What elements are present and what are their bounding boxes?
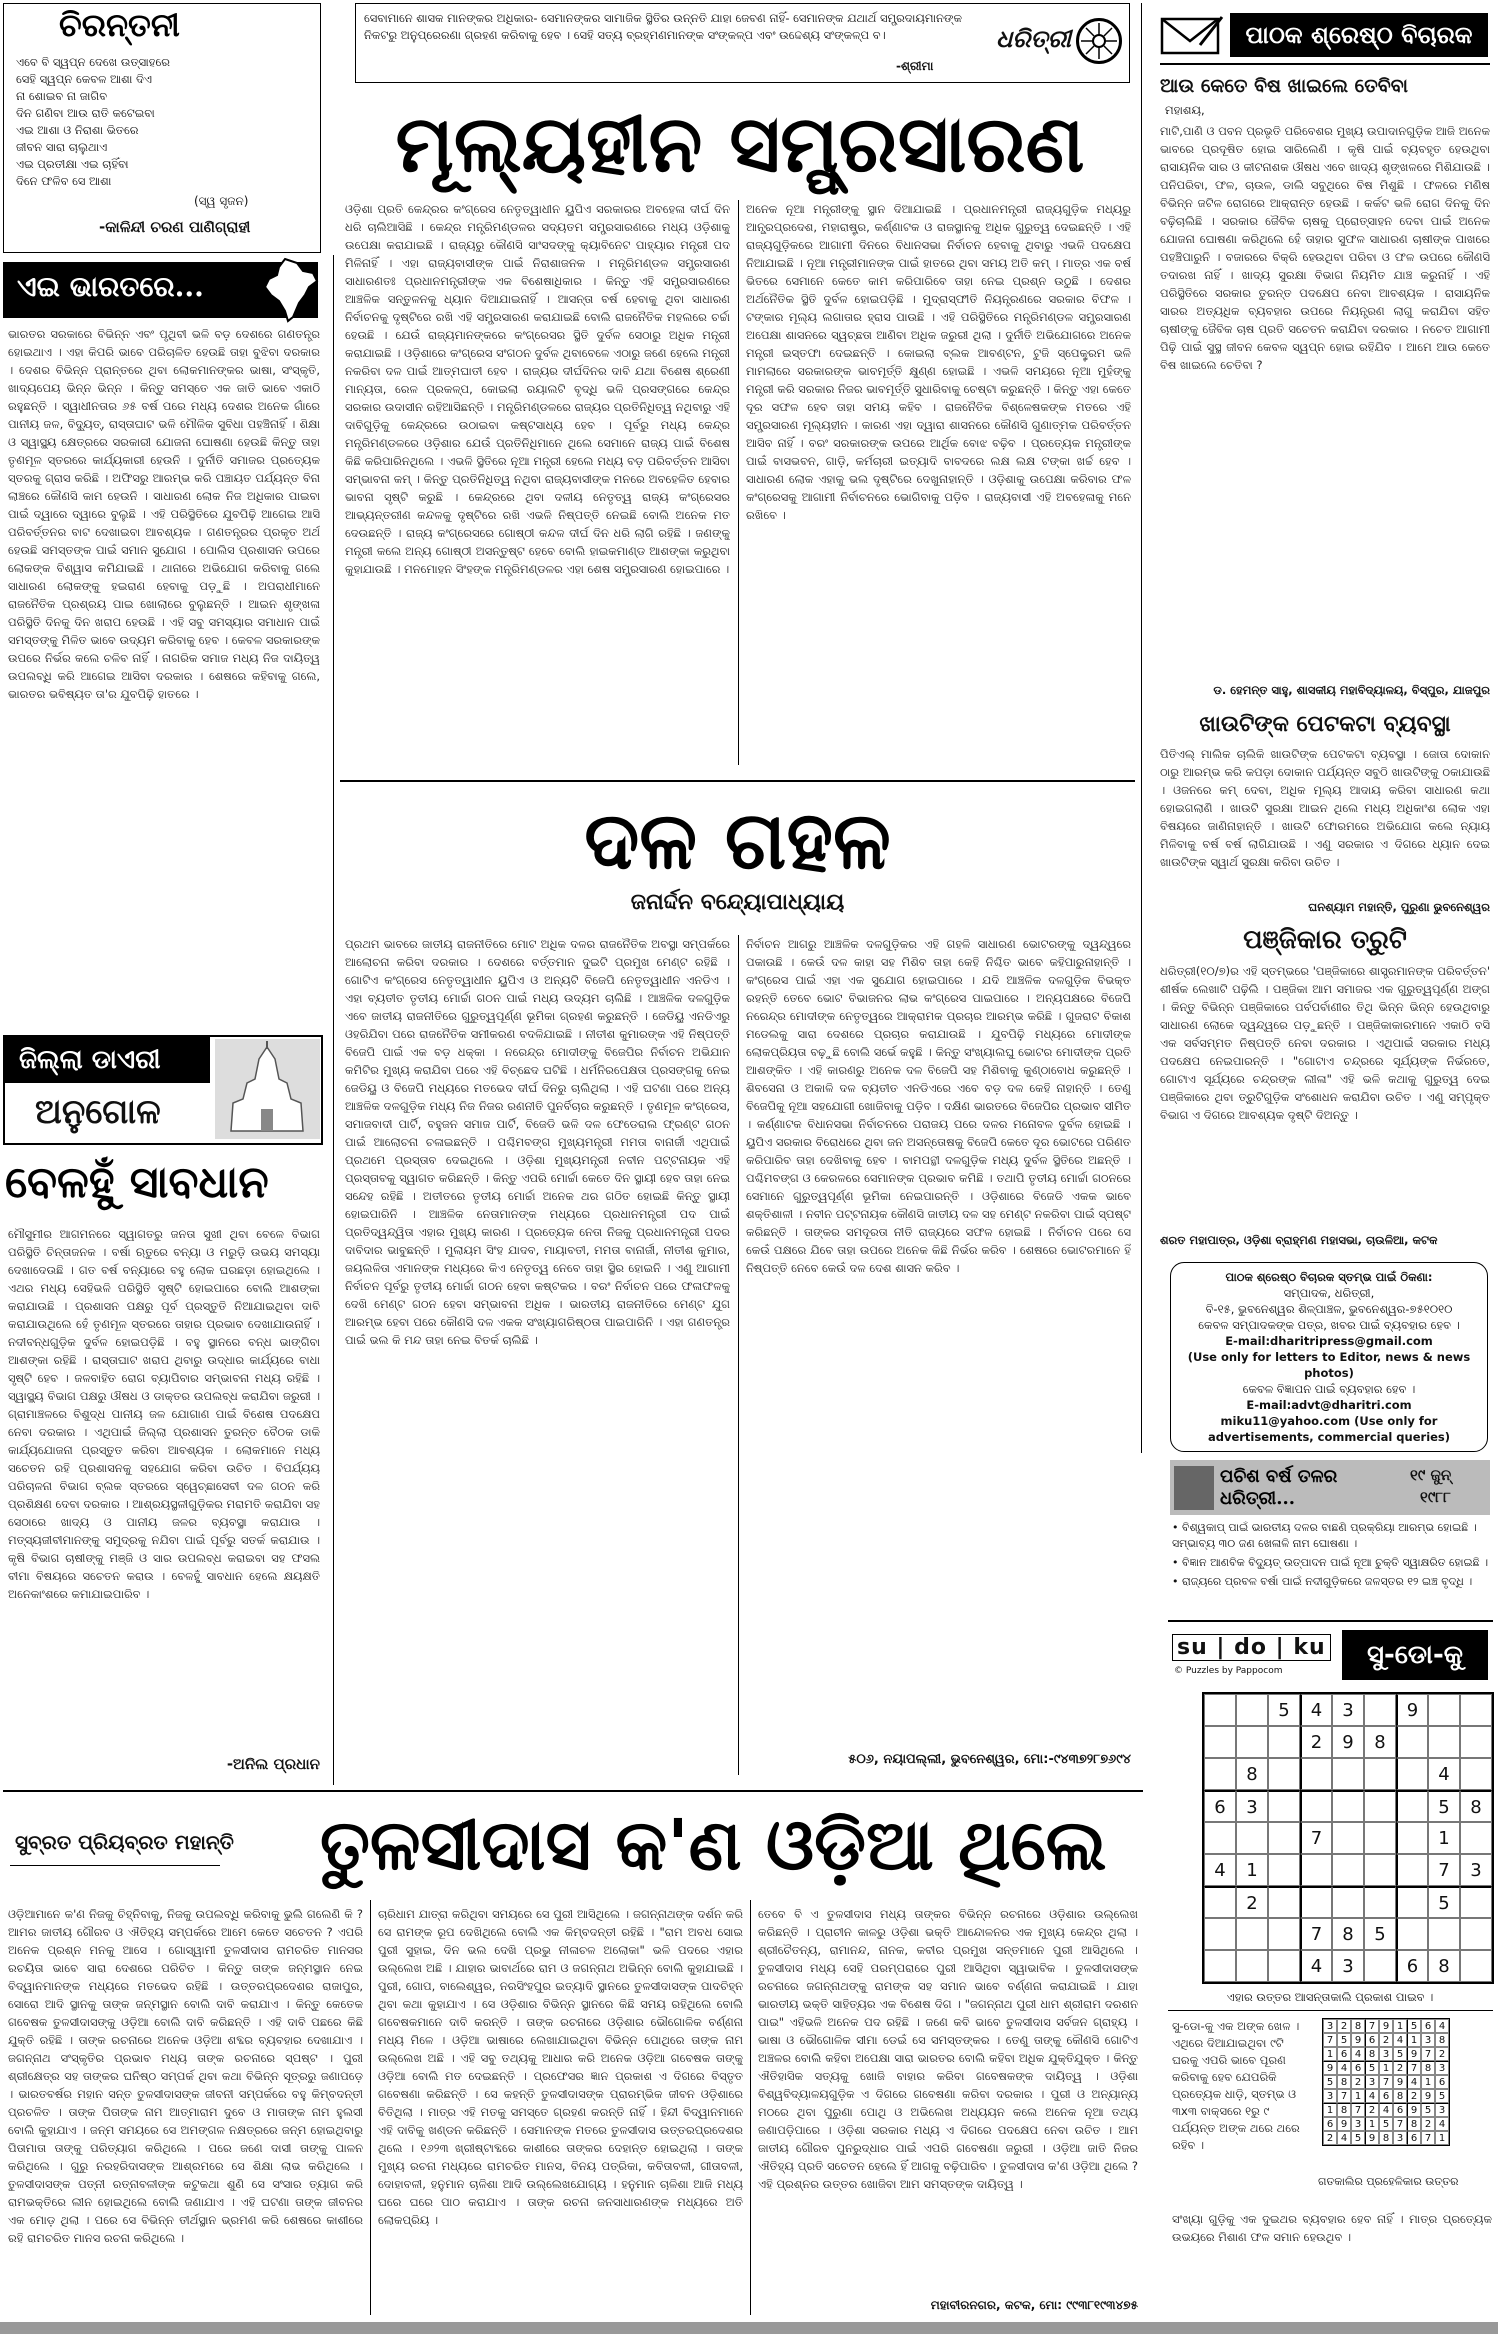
sudoku-cell[interactable]: [1300, 1854, 1332, 1886]
sudoku-cell[interactable]: 7: [1428, 1854, 1460, 1886]
sudoku-answer-note: ଏହାର ଉତ୍ତର ଆସନ୍ତାକାଲି ପ୍ରକାଶ ପାଇବ ।: [1226, 1990, 1434, 2004]
letter3-title: ପଞ୍ଜିକାର ତ୍ରୁଟି: [1243, 925, 1407, 955]
page-bottom-rule: [0, 2322, 1498, 2334]
list-item: • ବିଜ୍ଞାନ ଆଣବିକ ବିଦ୍ୟୁତ୍ ଉତ୍ପାଦନ ପାଇଁ ନୂଆ ଚୁକ୍ତି ସ୍ୱାକ୍ଷରିତ ହୋଇଛି ।: [1172, 1556, 1489, 1569]
solution-cell: 5: [1435, 2089, 1449, 2103]
sudoku-cell[interactable]: 3: [1460, 1854, 1492, 1886]
sudoku-cell[interactable]: [1268, 1854, 1300, 1886]
solution-cell: 8: [1337, 2075, 1351, 2089]
sudoku-cell[interactable]: [1204, 1886, 1236, 1918]
sudoku-cell[interactable]: [1204, 1726, 1236, 1758]
solution-cell: 3: [1323, 2019, 1337, 2033]
quote-box: [355, 3, 1130, 83]
divider: [1168, 2010, 1493, 2011]
solution-cell: 2: [1379, 2033, 1393, 2047]
solution-cell: 2: [1435, 2047, 1449, 2061]
solution-cell: 6: [1435, 2075, 1449, 2089]
years25-date1: ୧୯ ଜୁନ୍: [1410, 1466, 1452, 1484]
solution-cell: 7: [1323, 2033, 1337, 2047]
list-item-text: ରାଜ୍ୟରେ ପ୍ରବଳ ବର୍ଷା ପାଇଁ ନଦୀଗୁଡ଼ିକରେ ଜଳସ୍ତର ୧୨ ଇଞ୍ଚ ବୃଦ୍ଧି ।: [1182, 1575, 1473, 1588]
solution-cell: 8: [1379, 2131, 1393, 2145]
solution-cell: 5: [1393, 2047, 1407, 2061]
sudoku-cell[interactable]: [1204, 1758, 1236, 1790]
belahun-author: -ଅନିଲ ପ୍ରଧାନ: [226, 1755, 320, 1773]
address-line: ବି-୧୫, ଭୁବନେଶ୍ୱର ଶିଳ୍ପାଞ୍ଚଳ, ଭୁବନେଶ୍ୱର-୭୫୧୦୧୦: [1205, 1302, 1453, 1316]
solution-cell: 4: [1337, 2131, 1351, 2145]
address-box: [1170, 1262, 1488, 1452]
divider: [1141, 3, 1142, 1453]
sudoku-cell[interactable]: [1332, 1854, 1364, 1886]
solution-cell: 4: [1337, 2061, 1351, 2075]
solution-cell: 6: [1393, 2103, 1407, 2117]
sudoku-cell[interactable]: 2: [1300, 1726, 1332, 1758]
address-note: advertisements, commercial queries): [1207, 1430, 1451, 1444]
sudoku-cell[interactable]: [1268, 1758, 1300, 1790]
sudoku-solution-grid: [1322, 2018, 1450, 2146]
letter2-title: ଖାଉଟିଙ୍କ ପେଟକଟା ବ୍ୟବସ୍ଥା: [1199, 712, 1451, 737]
mulyahina-col1: ଓଡ଼ିଶା ପ୍ରତି କେନ୍ଦ୍ରର କଂଗ୍ରେସ ନେତୃତ୍ୱାଧୀନ ୟୁପିଏ ସରକାରର ଅବହେଳା ଦୀର୍ଘ ଦିନ ଧରି ଚାଲିଆସିଛି । କେନ୍ଦ୍ର ମନ୍ତ୍ରିମଣ୍ଡଳର ସଦ୍ୟତମ ସମ୍ପ୍ରସାରଣରେ ମଧ୍ୟ ଓଡ଼ିଶାକୁ ଉପେକ୍ଷା କରାଯାଇଛି । ରାଜ୍ୟରୁ କୌଣସି ସାଂସଦଙ୍କୁ କ୍ୟାବିନେଟ ପାହ୍ୟାର ମନ୍ତ୍ରୀ ପଦ ମିଳିନାହିଁ । ଏହା ରାଜ୍ୟବାସୀଙ୍କ ପାଇଁ ନିରାଶାଜନକ । ମନ୍ତ୍ରିମଣ୍ଡଳ ସମ୍ପ୍ରସାରଣ ସାଧାରଣତଃ ପ୍ରଧାନମନ୍ତ୍ରୀଙ୍କ ଏକ ବିଶେଷାଧିକାର । କିନ୍ତୁ ଏହି ସମ୍ପ୍ରସାରଣରେ ଆଞ୍ଚଳିକ ସନ୍ତୁଳନକୁ ଧ୍ୟାନ ଦିଆଯାଇନାହିଁ । ଆସନ୍ତା ବର୍ଷ ହେବାକୁ ଥିବା ସାଧାରଣ ନିର୍ବାଚନକୁ ଦୃଷ୍ଟିରେ ରଖି ଏହି ସମ୍ପ୍ରସାରଣ କରାଯାଇଛି ବୋଲି ରାଜନୈତିକ ମହଲରେ ଚର୍ଚ୍ଚା ହେଉଛି । ଯେଉଁ ରାଜ୍ୟମାନଙ୍କରେ କଂଗ୍ରେସର ସ୍ଥିତି ଦୁର୍ବଳ ସେଠାରୁ ଅଧିକ ମନ୍ତ୍ରୀ କରାଯାଇଛି । ଓଡ଼ିଶାରେ କଂଗ୍ରେସ ସଂଗଠନ ଦୁର୍ବଳ ଥିବାବେଳେ ଏଠାରୁ ଜଣେ ହେଲେ ମନ୍ତ୍ରୀ ନକରିବା ଦଳ ପାଇଁ ଆତ୍ମଘାତୀ ହେବ । ରାଜ୍ୟର ଦୀର୍ଘଦିନର ଦାବି ଯଥା ବିଶେଷ ଶ୍ରେଣୀ ମାନ୍ୟତା, ରେଳ ପ୍ରକଳ୍ପ, କୋଇଲା ରୟାଲଟି ବୃଦ୍ଧି ଭଳି ପ୍ରସଙ୍ଗରେ କେନ୍ଦ୍ର ସରକାର ଉଦାସୀନ ରହିଆସିଛନ୍ତି । ମନ୍ତ୍ରିମଣ୍ଡଳରେ ରାଜ୍ୟର ପ୍ରତିନିଧିତ୍ୱ ନଥିବାରୁ ଏହି ଦାବିଗୁଡ଼ିକୁ କେନ୍ଦ୍ରରେ ଉଠାଇବା କଷ୍ଟସାଧ୍ୟ ହେବ । ପୂର୍ବରୁ ମଧ୍ୟ କେନ୍ଦ୍ର ମନ୍ତ୍ରିମଣ୍ଡଳରେ ଓଡ଼ିଶାର ଯେଉଁ ପ୍ରତିନିଧିମାନେ ଥିଲେ ସେମାନେ ରାଜ୍ୟ ପାଇଁ ବିଶେଷ କିଛି କରିପାରିନଥିଲେ । ଏଭଳି ସ୍ଥିତିରେ ନୂଆ ମନ୍ତ୍ରୀ ହେଲେ ମଧ୍ୟ ବଡ଼ ପରିବର୍ତ୍ତନ ଆସିବା ସମ୍ଭାବନା କମ୍ । କିନ୍ତୁ ପ୍ରତିନିଧିତ୍ୱ ନଥିବା ରାଜ୍ୟବାସୀଙ୍କ ମନରେ ଅବହେଳିତ ହେବାର ଭାବନା ସୃଷ୍ଟି କରୁଛି । କେନ୍ଦ୍ରରେ ଥିବା ଦଳୀୟ ନେତୃତ୍ୱ ରାଜ୍ୟ କଂଗ୍ରେସର ଆଭ୍ୟନ୍ତରୀଣ କନ୍ଦଳକୁ ଦୃଷ୍ଟିରେ ରଖି ଏଭଳି ନିଷ୍ପତ୍ତି ନେଇଛି ବୋଲି ଅନେକ ମତ ଦେଉଛନ୍ତି । ରାଜ୍ୟ କଂଗ୍ରେସରେ ଗୋଷ୍ଠୀ କନ୍ଦଳ ଦୀର୍ଘ ଦିନ ଧରି ଲାଗି ରହିଛି । ଜଣଙ୍କୁ ମନ୍ତ୍ରୀ କଲେ ଅନ୍ୟ ଗୋଷ୍ଠୀ ଅସନ୍ତୁଷ୍ଟ ହେବେ ବୋଲି ହାଇକମାଣ୍ଡ ଆଶଙ୍କା କରୁଥିବା କୁହାଯାଉଛି । ମନମୋହନ ସିଂହଙ୍କ ମନ୍ତ୍ରିମଣ୍ଡଳର ଏହା ଶେଷ ସମ୍ପ୍ରସାରଣ ହୋଇପାରେ ।: [345, 202, 730, 576]
solution-cell: 1: [1379, 2061, 1393, 2075]
sudoku-cell[interactable]: [1428, 1726, 1460, 1758]
solution-cell: 3: [1351, 2117, 1365, 2131]
solution-cell: 8: [1365, 2047, 1379, 2061]
sudoku-cell[interactable]: [1460, 1950, 1492, 1982]
sudoku-cell[interactable]: [1396, 1886, 1428, 1918]
sudoku-cell[interactable]: 9: [1332, 1726, 1364, 1758]
sudoku-cell[interactable]: [1364, 1950, 1396, 1982]
sudoku-cell[interactable]: [1364, 1790, 1396, 1822]
solution-cell: 2: [1351, 2075, 1365, 2089]
poem-line: ସେହି ସ୍ୱପ୍ନ କେବଳ ଆଶା ଦିଏ: [16, 72, 153, 86]
divider: [750, 1900, 751, 2315]
solution-cell: 4: [1435, 2117, 1449, 2131]
solution-cell: 6: [1323, 2117, 1337, 2131]
solution-cell: 4: [1393, 2033, 1407, 2047]
solution-cell: 3: [1379, 2047, 1393, 2061]
sudoku-cell[interactable]: [1396, 1790, 1428, 1822]
list-item: • ବିଶ୍ୱକାପ୍ ପାଇଁ ଭାରତୀୟ ଦଳର ବାଛଣି ପ୍ରକ୍ରିୟା ଆରମ୍ଭ ହୋଇଛି । ସମ୍ଭାବ୍ୟ ୩୦ ଜଣ ଖେଳାଳି ନାମ ଘୋଷଣା ।: [1172, 1521, 1477, 1550]
letter2-body: ପିତିଏଲ୍ ମାଲିକ ଚାଲିକି ଖାଉଟିଙ୍କ ପେଟକଟା ବ୍ୟବସ୍ଥା । ଜୋତା ଦୋକାନ ଠାରୁ ଆରମ୍ଭ କରି କପଡ଼ା ଦୋକାନ ପର୍ଯ୍ୟନ୍ତ ସବୁଠି ଖାଉଟିଙ୍କୁ ଠକାଯାଉଛି । ଓଜନରେ କମ୍ ଦେବା, ଅଧିକ ମୂଲ୍ୟ ଆଦାୟ କରିବା ସାଧାରଣ କଥା ହୋଇଗଲାଣି । ଖାଉଟି ସୁରକ୍ଷା ଆଇନ ଥିଲେ ମଧ୍ୟ ଅଧିକାଂଶ ଲୋକ ଏହା ବିଷୟରେ ଜାଣିନାହାନ୍ତି । ଖାଉଟି ଫୋରମରେ ଅଭିଯୋଗ କଲେ ନ୍ୟାୟ ମିଳିବାକୁ ବର୍ଷ ବର୍ଷ ଲାଗିଯାଉଛି । ଏଣୁ ସରକାର ଏ ଦିଗରେ ଧ୍ୟାନ ଦେଇ ଖାଉଟିଙ୍କ ସ୍ୱାର୍ଥ ସୁରକ୍ଷା କରିବା ଉଚିତ ।: [1160, 747, 1490, 869]
sudoku-cell[interactable]: [1268, 1726, 1300, 1758]
sudoku-cell[interactable]: [1204, 1694, 1236, 1726]
solution-cell: 5: [1337, 2033, 1351, 2047]
solution-cell: 7: [1393, 2117, 1407, 2131]
solution-cell: 7: [1351, 2103, 1365, 2117]
dala-gahala-col1: ପ୍ରଥମ ଭାବରେ ଜାତୀୟ ରାଜନୀତିରେ ମୋଟ ଅଧିକ ଦଳର ରାଜନୈତିକ ଅବସ୍ଥା ସମ୍ପର୍କରେ ଆଲୋଚନା କରିବା ଦରକାର । ଦେଶରେ ବର୍ତ୍ତମାନ ଦୁଇଟି ପ୍ରମୁଖ ମେଣ୍ଟ ରହିଛି । ଗୋଟିଏ କଂଗ୍ରେସ ନେତୃତ୍ୱାଧୀନ ୟୁପିଏ ଓ ଅନ୍ୟଟି ବିଜେପି ନେତୃତ୍ୱାଧୀନ ଏନଡିଏ । ଏହା ବ୍ୟତୀତ ତୃତୀୟ ମୋର୍ଚ୍ଚା ଗଠନ ପାଇଁ ମଧ୍ୟ ଉଦ୍ୟମ ଚାଲିଛି । ଆଞ୍ଚଳିକ ଦଳଗୁଡ଼ିକ ଏବେ ଜାତୀୟ ରାଜନୀତିରେ ଗୁରୁତ୍ୱପୂର୍ଣ୍ଣ ଭୂମିକା ଗ୍ରହଣ କରୁଛନ୍ତି । ଜେଡିୟୁ ଏନଡିଏରୁ ଓହରିଯିବା ପରେ ରାଜନୈତିକ ସମୀକରଣ ବଦଳିଯାଇଛି । ନୀତୀଶ କୁମାରଙ୍କ ଏହି ନିଷ୍ପତ୍ତି ବିଜେପି ପାଇଁ ଏକ ବଡ଼ ଧକ୍କା । ନରେନ୍ଦ୍ର ମୋଦୀଙ୍କୁ ବିଜେପିର ନିର୍ବାଚନ ଅଭିଯାନ କମିଟିର ମୁଖ୍ୟ କରାଯିବା ପରେ ଏହି ବିଚ୍ଛେଦ ଘଟିଛି । ଧର୍ମନିରପେକ୍ଷତା ପ୍ରସଙ୍ଗକୁ ନେଇ ଜେଡିୟୁ ଓ ବିଜେପି ମଧ୍ୟରେ ମତଭେଦ ଦୀର୍ଘ ଦିନରୁ ଚାଲିଥିଲା । ଏହି ଘଟଣା ପରେ ଅନ୍ୟ ଆଞ୍ଚଳିକ ଦଳଗୁଡ଼ିକ ମଧ୍ୟ ନିଜ ନିଜର ରଣନୀତି ପୁନର୍ବିଚାର କରୁଛନ୍ତି । ତୃଣମୂଳ କଂଗ୍ରେସ, ସମାଜବାଦୀ ପାର୍ଟି, ବହୁଜନ ସମାଜ ପାର୍ଟି, ବିଜେଡି ଭଳି ଦଳ ଫେଡେରାଲ ଫ୍ରଣ୍ଟ ଗଠନ ପାଇଁ ଆଲୋଚନା ଚଳାଇଛନ୍ତି । ପଶ୍ଚିମବଙ୍ଗ ମୁଖ୍ୟମନ୍ତ୍ରୀ ମମତା ବାନାର୍ଜୀ ଏଥିପାଇଁ ପ୍ରଥମେ ପ୍ରସ୍ତାବ ଦେଇଥିଲେ । ଓଡ଼ିଶା ମୁଖ୍ୟମନ୍ତ୍ରୀ ନବୀନ ପଟ୍ଟନାୟକ ଏହି ପ୍ରସ୍ତାବକୁ ସ୍ୱାଗତ କରିଛନ୍ତି । କିନ୍ତୁ ଏପରି ମୋର୍ଚ୍ଚା କେତେ ଦିନ ସ୍ଥାୟୀ ହେବ ତାହା ନେଇ ସନ୍ଦେହ ରହିଛି । ଅତୀତରେ ତୃତୀୟ ମୋର୍ଚ୍ଚା ଅନେକ ଥର ଗଠିତ ହୋଇଛି କିନ୍ତୁ ସ୍ଥାୟୀ ହୋଇପାରିନି । ଆଞ୍ଚଳିକ ନେତାମାନଙ୍କ ମଧ୍ୟରେ ପ୍ରଧାନମନ୍ତ୍ରୀ ପଦ ପାଇଁ ପ୍ରତିଦ୍ୱନ୍ଦ୍ୱିତା ଏହାର ମୁଖ୍ୟ କାରଣ । ପ୍ରତ୍ୟେକ ନେତା ନିଜକୁ ପ୍ରଧାନମନ୍ତ୍ରୀ ପଦର ଦାବିଦାର ଭାବୁଛନ୍ତି । ମୁଲାୟମ ସିଂହ ଯାଦବ, ମାୟାବତୀ, ମମତା ବାନାର୍ଜୀ, ନୀତୀଶ କୁମାର, ଜୟଲଳିତା ଏମାନଙ୍କ ମଧ୍ୟରେ କିଏ ନେତୃତ୍ୱ ନେବେ ତାହା ସ୍ଥିର ହୋଇନି । ଏଣୁ ଆଗାମୀ ନିର୍ବାଚନ ପୂର୍ବରୁ ତୃତୀୟ ମୋର୍ଚ୍ଚା ଗଠନ ହେବା କଷ୍ଟକର । ବରଂ ନିର୍ବାଚନ ପରେ ଫଳାଫଳକୁ ଦେଖି ମେଣ୍ଟ ଗଠନ ହେବା ସମ୍ଭାବନା ଅଧିକ । ଭାରତୀୟ ରାଜନୀତିରେ ମେଣ୍ଟ ଯୁଗ ଆରମ୍ଭ ହେବା ପରେ କୌଣସି ଦଳ ଏକକ ସଂଖ୍ୟାଗରିଷ୍ଠତା ପାଇପାରିନି । ଏହା ଗଣତନ୍ତ୍ର ପାଇଁ ଭଲ କି ମନ୍ଦ ତାହା ନେଇ ବିତର୍କ ଚାଲିଛି ।: [345, 937, 730, 1347]
solution-cell: 7: [1421, 2047, 1435, 2061]
sudoku-grid: [1202, 1692, 1494, 1984]
sudoku-cell[interactable]: [1428, 1694, 1460, 1726]
solution-cell: 2: [1407, 2089, 1421, 2103]
solution-cell: 8: [1435, 2033, 1449, 2047]
sudoku-cell[interactable]: [1364, 1822, 1396, 1854]
solution-cell: 9: [1351, 2033, 1365, 2047]
poem-line: ଏଇ ପ୍ରତୀକ୍ଷା ଏଇ ଚାହିଁବା: [16, 157, 129, 171]
sudoku-cell[interactable]: [1236, 1822, 1268, 1854]
belahun-body: ମୌସୁମୀର ଆଗମନରେ ସ୍ୱାଗତରୁ ଜନତା ସୁଖୀ ଥିବା ବେଳେ ବିଭାଗ ପରିସ୍ଥିତି ଚିନ୍ତାଜନକ । ବର୍ଷା ଋତୁରେ ବନ୍ୟା ଓ ମରୁଡ଼ି ଉଭୟ ସମସ୍ୟା ଦେଖାଦେଉଛି । ଗତ ବର୍ଷ ବନ୍ୟାରେ ବହୁ ଲୋକ ଘରଛଡ଼ା ହୋଇଥିଲେ । ଏଥର ମଧ୍ୟ ସେହିଭଳି ପରିସ୍ଥିତି ସୃଷ୍ଟି ହୋଇପାରେ ବୋଲି ଆଶଙ୍କା କରାଯାଉଛି । ପ୍ରଶାସନ ପକ୍ଷରୁ ପୂର୍ବ ପ୍ରସ୍ତୁତି ନିଆଯାଇଥିବା ଦାବି କରାଯାଉଥିଲେ ହେଁ ତୃଣମୂଳ ସ୍ତରରେ ତାହାର ପ୍ରଭାବ ଦେଖାଯାଉନାହିଁ । ନଦୀବନ୍ଧଗୁଡ଼ିକ ଦୁର୍ବଳ ହୋଇପଡ଼ିଛି । ବହୁ ସ୍ଥାନରେ ବନ୍ଧ ଭାଙ୍ଗିବା ଆଶଙ୍କା ରହିଛି । ରାସ୍ତାଘାଟ ଖରାପ ଥିବାରୁ ଉଦ୍ଧାର କାର୍ଯ୍ୟରେ ବାଧା ସୃଷ୍ଟି ହେବ । ଜଳବାହିତ ରୋଗ ବ୍ୟାପିବାର ସମ୍ଭାବନା ମଧ୍ୟ ରହିଛି । ସ୍ୱାସ୍ଥ୍ୟ ବିଭାଗ ପକ୍ଷରୁ ଔଷଧ ଓ ଡାକ୍ତର ଉପଲବ୍ଧ କରାଯିବା ଜରୁରୀ । ଗ୍ରାମାଞ୍ଚଳରେ ବିଶୁଦ୍ଧ ପାନୀୟ ଜଳ ଯୋଗାଣ ପାଇଁ ବିଶେଷ ପଦକ୍ଷେପ ନେବା ଦରକାର । ଏଥିପାଇଁ ଜିଲ୍ଲା ପ୍ରଶାସନ ତୁରନ୍ତ ବୈଠକ ଡାକି କାର୍ଯ୍ୟଯୋଜନା ପ୍ରସ୍ତୁତ କରିବା ଆବଶ୍ୟକ । ଲୋକମାନେ ମଧ୍ୟ ସଚେତନ ରହି ପ୍ରଶାସନକୁ ସହଯୋଗ କରିବା ଉଚିତ । ବିପର୍ଯ୍ୟୟ ପରିଚାଳନା ବିଭାଗ ବ୍ଲକ ସ୍ତରରେ ସ୍ୱେଚ୍ଛାସେବୀ ଦଳ ଗଠନ କରି ପ୍ରଶିକ୍ଷଣ ଦେବା ଦରକାର । ଆଶ୍ରୟସ୍ଥଳୀଗୁଡ଼ିକର ମରାମତି କରାଯିବା ସହ ସେଠାରେ ଖାଦ୍ୟ ଓ ପାନୀୟ ଜଳର ବ୍ୟବସ୍ଥା କରାଯାଉ । ମତ୍ସ୍ୟଜୀବୀମାନଙ୍କୁ ସମୁଦ୍ରକୁ ନଯିବା ପାଇଁ ପୂର୍ବରୁ ସତର୍କ କରାଯାଉ । କୃଷି ବିଭାଗ ଚାଷୀଙ୍କୁ ମଞ୍ଜି ଓ ସାର ଉପଲବ୍ଧ କରାଇବା ସହ ଫସଲ ବୀମା ବିଷୟରେ ସଚେତନ କରାଉ । ବେଳହୁଁ ସାବଧାନ ହେଲେ କ୍ଷୟକ୍ଷତି ଅନେକାଂଶରେ କମାଯାଇପାରିବ ।: [8, 1227, 320, 1601]
solution-cell: 5: [1421, 2103, 1435, 2117]
list-item-text: ବିଶ୍ୱକାପ୍ ପାଇଁ ଭାରତୀୟ ଦଳର ବାଛଣି ପ୍ରକ୍ରିୟା ଆରମ୍ଭ ହୋଇଛି । ସମ୍ଭାବ୍ୟ ୩୦ ଜଣ ଖେଳାଳି ନାମ ଘୋଷଣା ।: [1172, 1521, 1477, 1550]
divider: [1168, 1620, 1493, 1622]
poem-line: ନା ଶୋଇବ ନା ଜାଗିବ: [16, 89, 108, 103]
solution-cell: 8: [1337, 2103, 1351, 2117]
sudoku-cell[interactable]: 9: [1396, 1694, 1428, 1726]
sudoku-logo: su | do | ku: [1172, 1634, 1331, 1661]
sun-wheel-icon: [1076, 18, 1122, 64]
sudoku-cell[interactable]: [1428, 1918, 1460, 1950]
sudoku-cell[interactable]: 5: [1428, 1790, 1460, 1822]
sudoku-cell[interactable]: 8: [1364, 1726, 1396, 1758]
sudoku-cell[interactable]: [1460, 1918, 1492, 1950]
divider: [370, 1900, 371, 2315]
sudoku-sub: © Puzzles by Pappocom: [1174, 1666, 1283, 1676]
solution-cell: 9: [1337, 2117, 1351, 2131]
sudoku-cell[interactable]: 5: [1268, 1694, 1300, 1726]
solution-cell: 5: [1365, 2061, 1379, 2075]
solution-cell: 5: [1323, 2075, 1337, 2089]
solution-cell: 2: [1337, 2019, 1351, 2033]
ei-bharatare-body: ଭାରତର ସରକାରେ ବିଭିନ୍ନ ଏବଂ ପୃଥିବୀ ଭଳି ବଡ଼ ଦେଶରେ ଗଣତନ୍ତ୍ର ହୋଇଥାଏ । ଏହା କିପରି ଭାବେ ପରିଚାଳିତ ହେଉଛି ତାହା ବୁଝିବା ଦରକାର । ଦେଶର ବିଭିନ୍ନ ପ୍ରାନ୍ତରେ ଥିବା ଲୋକମାନଙ୍କର ଭାଷା, ସଂସ୍କୃତି, ଖାଦ୍ୟପେୟ ଭିନ୍ନ ଭିନ୍ନ । କିନ୍ତୁ ସମସ୍ତେ ଏକ ଜାତି ଭାବେ ଏକାଠି ରହୁଛନ୍ତି । ସ୍ୱାଧୀନତାର ୬୫ ବର୍ଷ ପରେ ମଧ୍ୟ ଦେଶର ଅନେକ ଗାଁରେ ପାନୀୟ ଜଳ, ବିଦ୍ୟୁତ୍, ରାସ୍ତାଘାଟ ଭଳି ମୌଳିକ ସୁବିଧା ପହଞ୍ଚିନାହିଁ । ଶିକ୍ଷା ଓ ସ୍ୱାସ୍ଥ୍ୟ କ୍ଷେତ୍ରରେ ସରକାରୀ ଯୋଜନା ଘୋଷଣା ହେଉଛି କିନ୍ତୁ ତାହା ତୃଣମୂଳ ସ୍ତରରେ କାର୍ଯ୍ୟକାରୀ ହେଉନି । ଦୁର୍ନୀତି ସମାଜର ପ୍ରତ୍ୟେକ ସ୍ତରକୁ ଗ୍ରାସ କରିଛି । ଅଫିସରୁ ଆରମ୍ଭ କରି ପଞ୍ଚାୟତ ପର୍ଯ୍ୟନ୍ତ ବିନା ଲାଞ୍ଚରେ କୌଣସି କାମ ହେଉନି । ସାଧାରଣ ଲୋକ ନିଜ ଅଧିକାର ପାଇବା ପାଇଁ ଦ୍ୱାରେ ଦ୍ୱାରେ ବୁଲୁଛି । ଏହି ପରିସ୍ଥିତିରେ ଯୁବପିଢ଼ି ଆଗେଇ ଆସି ପରିବର୍ତ୍ତନର ବାଟ ଦେଖାଇବା ଆବଶ୍ୟକ । ଗଣତନ୍ତ୍ରର ପ୍ରକୃତ ଅର୍ଥ ହେଉଛି ସମସ୍ତଙ୍କ ପାଇଁ ସମାନ ସୁଯୋଗ । ପୋଲିସ ପ୍ରଶାସନ ଉପରେ ଲୋକଙ୍କ ବିଶ୍ୱାସ କମିଯାଇଛି । ଥାନାରେ ଅଭିଯୋଗ କରିବାକୁ ଗଲେ ସାଧାରଣ ଲୋକଙ୍କୁ ହଇରାଣ ହେବାକୁ ପଡ଼ୁଛି । ଅପରାଧୀମାନେ ରାଜନୈତିକ ପ୍ରଶ୍ରୟ ପାଇ ଖୋଲାରେ ବୁଲୁଛନ୍ତି । ଆଇନ ଶୃଙ୍ଖଳା ପରିସ୍ଥିତି ଦିନକୁ ଦିନ ଖରାପ ହେଉଛି । ଏହି ସବୁ ସମସ୍ୟାର ସମାଧାନ ପାଇଁ ସମସ୍ତଙ୍କୁ ମିଳିତ ଭାବେ ଉଦ୍ୟମ କରିବାକୁ ହେବ । କେବଳ ସରକାରଙ୍କ ଉପରେ ନିର୍ଭର କଲେ ଚଳିବ ନାହିଁ । ନାଗରିକ ସମାଜ ମଧ୍ୟ ନିଜ ଦାୟିତ୍ୱ ଉପଲବ୍ଧି କରି ଆଗେଇ ଆସିବା ଦରକାର । ଶେଷରେ କହିବାକୁ ଗଲେ, ଭାରତର ଭବିଷ୍ୟତ ତା'ର ଯୁବପିଢ଼ି ହାତରେ ।: [8, 327, 320, 701]
sudoku-cell[interactable]: 7: [1300, 1822, 1332, 1854]
dharitri-logo: ଧରିତ୍ରୀ: [996, 24, 1071, 53]
solution-cell: 8: [1393, 2089, 1407, 2103]
sudoku-cell[interactable]: 8: [1332, 1918, 1364, 1950]
sudoku-cell[interactable]: 4: [1428, 1758, 1460, 1790]
sudoku-cell[interactable]: 1: [1428, 1822, 1460, 1854]
solution-cell: 8: [1421, 2061, 1435, 2075]
sudoku-footer: ସଂଖ୍ୟା ଗୁଡ଼ିକୁ ଏକ ଦୁଇଥର ବ୍ୟବହାର ହେବ ନାହିଁ । ମାତ୍ର ପ୍ରତ୍ୟେକ ଉଭୟରେ ମିଶାଣ ଫଳ ସମାନ ହେଉଥିବ ।: [1172, 2212, 1492, 2244]
solution-cell: 7: [1421, 2131, 1435, 2145]
solution-cell: 1: [1421, 2075, 1435, 2089]
sudoku-cell[interactable]: [1332, 1790, 1364, 1822]
sudoku-cell[interactable]: [1236, 1726, 1268, 1758]
solution-cell: 2: [1421, 2117, 1435, 2131]
years25-title: ପଚିଶ ବର୍ଷ ତଳର ଧରିତ୍ରୀ...: [1220, 1466, 1338, 1509]
sudoku-cell[interactable]: [1268, 1918, 1300, 1950]
india-map-icon: [255, 255, 325, 325]
sudoku-cell[interactable]: [1268, 1950, 1300, 1982]
divider: [340, 780, 1135, 782]
letter2-sign: ଘନଶ୍ୟାମ ମହାନ୍ତି, ପୁରୁଣା ଭୁବନେଶ୍ୱର: [1308, 900, 1490, 914]
tulasidas-author: ସୁବ୍ରତ ପ୍ରିୟବ୍ରତ ମହାନ୍ତି: [15, 1830, 234, 1854]
dala-gahala-title: ଦଳ ଗହଳ: [584, 793, 891, 887]
solution-cell: 9: [1407, 2103, 1421, 2117]
solution-cell: 8: [1407, 2117, 1421, 2131]
sudoku-cell[interactable]: [1332, 1758, 1364, 1790]
letter1-title: ଆଉ କେତେ ବିଷ ଖାଇଲେ ତେବିବା: [1160, 75, 1408, 97]
tulasidas-footer: ମହାବୀରନଗର, କଟକ, ମୋ: ୯୯୩୮୧୯୩୪୭୫: [930, 2298, 1138, 2312]
solution-cell: 9: [1407, 2047, 1421, 2061]
letter1-salutation: ମହାଶୟ,: [1165, 103, 1205, 117]
solution-cell: 7: [1337, 2089, 1351, 2103]
quote-text: ସେବାମାନେ ଶାସକ ମାନଙ୍କର ଅଧିକାର- ସେମାନଙ୍କର ସାମାଜିକ ସ୍ଥିତିର ଉନ୍ନତି ଯାହା ଜେବଣ ନାହିଁ- ସେମାନଙ୍କ ଯଥାର୍ଥ ସମ୍ପ୍ରଦାୟମାନଙ୍କ ନିକଟରୁ ଅନୁପ୍ରେରଣା ଗ୍ରହଣ କରିବାକୁ ହେବ । ସେହି ସତ୍ୟ ବ୍ରହ୍ମଣମାନଙ୍କ ସଂଙ୍କଳ୍ପ ଏବଂ ଉଦ୍ଦେଶ୍ୟ ସଂଙ୍କଳ୍ପ ବ।: [364, 11, 962, 42]
sudoku-cell[interactable]: 8: [1428, 1950, 1460, 1982]
jilla-dairy-title: ଜିଲ୍ଲା ଡାଏରୀ: [5, 1037, 210, 1083]
sudoku-rules: ସୁ-ଡୋ-କୁ ଏକ ଅଙ୍କ ଖେଳ । ଏଥିରେ ଦିଆଯାଇଥିବା ୯ଟି ଘରକୁ ଏପରି ଭାବେ ପୂରଣ କରିବାକୁ ହେବ ଯେପରିକି ପ୍ରତ୍ୟେକ ଧାଡ଼ି, ସ୍ତମ୍ଭ ଓ ୩x୩ ବାକ୍ସରେ ୧ରୁ ୯ ପର୍ଯ୍ୟନ୍ତ ଅଙ୍କ ଥରେ ଥରେ ରହିବ ।: [1172, 2019, 1300, 2152]
letter1-sign: ଡ. ହେମନ୍ତ ସାହୁ, ଶାସକୀୟ ମହାବିଦ୍ୟାଳୟ, ବିସ୍ପୁର, ଯାଜପୁର: [1213, 683, 1490, 697]
divider: [333, 255, 334, 1785]
divider: [738, 200, 739, 765]
sudoku-cell[interactable]: [1364, 1854, 1396, 1886]
solution-cell: 3: [1421, 2033, 1435, 2047]
sudoku-cell[interactable]: [1300, 1790, 1332, 1822]
newspaper-icon: [1174, 1466, 1214, 1510]
sudoku-cell[interactable]: [1236, 1694, 1268, 1726]
sudoku-cell[interactable]: [1396, 1726, 1428, 1758]
sudoku-prev-note: ଗତକାଲିର ପ୍ରହେଳିକାର ଉତ୍ତର: [1318, 2175, 1459, 2188]
sudoku-cell[interactable]: [1460, 1694, 1492, 1726]
dala-gahala-col2: ନିର୍ବାଚନ ଆଗରୁ ଆଞ୍ଚଳିକ ଦଳଗୁଡ଼ିକର ଏହି ଗହଳି ସାଧାରଣ ଭୋଟରଙ୍କୁ ଦ୍ୱନ୍ଦ୍ୱରେ ପକାଉଛି । କେଉଁ ଦଳ କାହା ସହ ମିଶିବ ତାହା କେହି ନିଶ୍ଚିତ ଭାବେ କହିପାରୁନାହାନ୍ତି । କଂଗ୍ରେସ ପାଇଁ ଏହା ଏକ ସୁଯୋଗ ହୋଇପାରେ । ଯଦି ଆଞ୍ଚଳିକ ଦଳଗୁଡ଼ିକ ବିଭକ୍ତ ରହନ୍ତି ତେବେ ଭୋଟ ବିଭାଜନର ଲାଭ କଂଗ୍ରେସ ପାଇପାରେ । ଅନ୍ୟପକ୍ଷରେ ବିଜେପି ନରେନ୍ଦ୍ର ମୋଦୀଙ୍କ ନେତୃତ୍ୱରେ ଆକ୍ରାମକ ପ୍ରଚାର ଆରମ୍ଭ କରିଛି । ଗୁଜରାଟ ବିକାଶ ମଡେଲକୁ ସାରା ଦେଶରେ ପ୍ରଚାର କରାଯାଉଛି । ଯୁବପିଢ଼ି ମଧ୍ୟରେ ମୋଦୀଙ୍କ ଲୋକପ୍ରିୟତା ବଢ଼ୁଛି ବୋଲି ସର୍ଭେ କହୁଛି । କିନ୍ତୁ ସଂଖ୍ୟାଲଘୁ ଭୋଟର ମୋଦୀଙ୍କ ପ୍ରତି ଆଶଙ୍କିତ । ଏହି କାରଣରୁ ଅନେକ ଦଳ ବିଜେପି ସହ ମିଶିବାକୁ କୁଣ୍ଠାବୋଧ କରୁଛନ୍ତି । ଶିବସେନା ଓ ଅକାଳି ଦଳ ବ୍ୟତୀତ ଏନଡିଏରେ ଏବେ ବଡ଼ ଦଳ କେହି ନାହାନ୍ତି । ତେଣୁ ବିଜେପିକୁ ନୂଆ ସହଯୋଗୀ ଖୋଜିବାକୁ ପଡ଼ିବ । ଦକ୍ଷିଣ ଭାରତରେ ବିଜେପିର ପ୍ରଭାବ ସୀମିତ । କର୍ଣ୍ଣାଟକ ବିଧାନସଭା ନିର୍ବାଚନରେ ପରାଜୟ ପରେ ଦଳର ମନୋବଳ ଦୁର୍ବଳ ହୋଇଛି । ୟୁପିଏ ସରକାର ବିରୋଧରେ ଥିବା ଜନ ଅସନ୍ତୋଷକୁ ବିଜେପି କେତେ ଦୂର ଭୋଟରେ ପରିଣତ କରିପାରିବ ତାହା ଦେଖିବାକୁ ହେବ । ବାମପନ୍ଥୀ ଦଳଗୁଡ଼ିକ ମଧ୍ୟ ଦୁର୍ବଳ ସ୍ଥିତିରେ ଅଛନ୍ତି । ପଶ୍ଚିମବଙ୍ଗ ଓ କେରଳରେ ସେମାନଙ୍କ ପ୍ରଭାବ କମିଛି । ତଥାପି ତୃତୀୟ ମୋର୍ଚ୍ଚା ଗଠନରେ ସେମାନେ ଗୁରୁତ୍ୱପୂର୍ଣ୍ଣ ଭୂମିକା ନେଇପାରନ୍ତି । ଓଡ଼ିଶାରେ ବିଜେଡି ଏକକ ଭାବେ ଶକ୍ତିଶାଳୀ । ନବୀନ ପଟ୍ଟନାୟକ କୌଣସି ଜାତୀୟ ଦଳ ସହ ମେଣ୍ଟ ନକରିବା ପାଇଁ ସ୍ପଷ୍ଟ କରିଛନ୍ତି । ତାଙ୍କର ସମଦୂରତା ନୀତି ରାଜ୍ୟରେ ସଫଳ ହୋଇଛି । ନିର୍ବାଚନ ପରେ ସେ କେଉଁ ପକ୍ଷରେ ଯିବେ ତାହା ଉପରେ ଅନେକ କିଛି ନିର୍ଭର କରିବ । ଶେଷରେ ଭୋଟରମାନେ ହିଁ ନିଷ୍ପତ୍ତି ନେବେ କେଉଁ ଦଳ ଦେଶ ଶାସନ କରିବ ।: [746, 937, 1131, 1275]
solution-cell: 6: [1421, 2019, 1435, 2033]
address-line: ସମ୍ପାଦକ, ଧରିତ୍ରୀ,: [1283, 1286, 1375, 1300]
temple-icon: [215, 1039, 320, 1139]
sudoku-cell[interactable]: 5: [1428, 1886, 1460, 1918]
sudoku-cell[interactable]: 3: [1332, 1950, 1364, 1982]
address-line: କେବଳ ବିଜ୍ଞାପନ ପାଇଁ ବ୍ୟବହାର ହେବ ।: [1242, 1382, 1416, 1396]
chirantani-title: ଚିରନ୍ତନୀ: [59, 6, 180, 44]
dala-gahala-footer: ୫୦୬, ନୟାପଲ୍ଲୀ, ଭୁବନେଶ୍ୱର, ମୋ:-୯୪୩୭୨୮୭୬୯୪: [848, 1752, 1131, 1767]
sudoku-cell[interactable]: [1460, 1726, 1492, 1758]
envelope-icon: [1160, 15, 1224, 55]
sudoku-cell[interactable]: 8: [1236, 1758, 1268, 1790]
list-item-text: ବିଜ୍ଞାନ ଆଣବିକ ବିଦ୍ୟୁତ୍ ଉତ୍ପାଦନ ପାଇଁ ନୂଆ ଚୁକ୍ତି ସ୍ୱାକ୍ଷରିତ ହୋଇଛି ।: [1182, 1556, 1489, 1569]
chirantani-poem: [16, 54, 316, 190]
sudoku-cell[interactable]: [1300, 1886, 1332, 1918]
solution-cell: 6: [1337, 2047, 1351, 2061]
reader-title: ପାଠକ ଶ୍ରେଷ୍ଠ ବିଚାରକ: [1230, 13, 1488, 57]
solution-cell: 3: [1435, 2103, 1449, 2117]
advt-email-link-2[interactable]: miku11@yahoo.com (Use only for: [1220, 1414, 1438, 1428]
letter1-body: ମାଟି,ପାଣି ଓ ପବନ ପ୍ରଭୃତି ପରିବେଶର ମୁଖ୍ୟ ଉପାଦାନଗୁଡ଼ିକ ଆଜି ଅନେକ ଭାବରେ ପ୍ରଦୂଷିତ ହୋଇ ସାରିଲେଣି । କୃଷି ପାଇଁ ବ୍ୟବହୃତ ହେଉଥିବା ରାସାୟନିକ ସାର ଓ କୀଟନାଶକ ଔଷଧ ଏବେ ଖାଦ୍ୟ ଶୃଙ୍ଖଳରେ ମିଶିଯାଉଛି । ପନିପରିବା, ଫଳ, ଚାଉଳ, ଡାଲି ସବୁଥିରେ ବିଷ ମିଶୁଛି । ଫଳରେ ମଣିଷ ବିଭିନ୍ନ ଜଟିଳ ରୋଗରେ ଆକ୍ରାନ୍ତ ହେଉଛି । କର୍କଟ ଭଳି ରୋଗ ଦିନକୁ ଦିନ ବଢ଼ିଚାଲିଛି । ସରକାର ଜୈବିକ ଚାଷକୁ ପ୍ରୋତ୍ସାହନ ଦେବା ପାଇଁ ଅନେକ ଯୋଜନା ଘୋଷଣା କରିଥିଲେ ହେଁ ତାହାର ସୁଫଳ ସାଧାରଣ ଚାଷୀଙ୍କ ପାଖରେ ପହଞ୍ଚିପାରୁନି । ବଜାରରେ ବିକ୍ରି ହେଉଥିବା ପରିବା ଓ ଫଳ ଉପରେ କୌଣସି ତଦାରଖ ନାହିଁ । ଖାଦ୍ୟ ସୁରକ୍ଷା ବିଭାଗ ନିୟମିତ ଯାଞ୍ଚ କରୁନାହିଁ । ଏହି ପରିସ୍ଥିତିରେ ସରକାର ତୁରନ୍ତ ପଦକ୍ଷେପ ନେବା ଆବଶ୍ୟକ । ରାସାୟନିକ ସାରର ଅତ୍ୟଧିକ ବ୍ୟବହାର ଉପରେ ନିୟନ୍ତ୍ରଣ ଲାଗୁ କରାଯିବା ସହିତ ଚାଷୀଙ୍କୁ ଜୈବିକ ଚାଷ ପ୍ରତି ସଚେତନ କରାଯିବା ଦରକାର । ନଚେତ ଆଗାମୀ ପିଢ଼ି ପାଇଁ ସୁସ୍ଥ ଜୀବନ କେବଳ ସ୍ୱପ୍ନ ହୋଇ ରହିଯିବ । ଆମେ ଆଉ କେତେ ବିଷ ଖାଇଲେ ଚେତିବା ?: [1160, 124, 1490, 372]
sudoku-cell[interactable]: 7: [1300, 1918, 1332, 1950]
sudoku-cell[interactable]: 5: [1364, 1918, 1396, 1950]
solution-cell: 1: [1435, 2131, 1449, 2145]
divider: [10, 1865, 220, 1866]
sudoku-cell[interactable]: 3: [1236, 1790, 1268, 1822]
sudoku-cell[interactable]: 4: [1204, 1854, 1236, 1886]
solution-cell: 7: [1407, 2061, 1421, 2075]
solution-cell: 3: [1365, 2075, 1379, 2089]
sudoku-cell[interactable]: 6: [1396, 1950, 1428, 1982]
solution-cell: 9: [1421, 2089, 1435, 2103]
sudoku-cell[interactable]: 4: [1300, 1950, 1332, 1982]
poem-line: ଏବେ ବି ସ୍ୱପ୍ନ ଦେଖେ ଉତ୍ସାହରେ: [16, 55, 170, 69]
sudoku-cell[interactable]: [1460, 1822, 1492, 1854]
solution-cell: 1: [1393, 2019, 1407, 2033]
sudoku-cell[interactable]: [1460, 1758, 1492, 1790]
chirantani-note: (ସ୍ୱ ସୃଜନ): [194, 194, 249, 208]
address-note: (Use only for letters to Editor, news & news photos): [1187, 1350, 1471, 1380]
chirantani-box: [3, 3, 321, 253]
sudoku-cell[interactable]: [1396, 1854, 1428, 1886]
solution-cell: 4: [1435, 2019, 1449, 2033]
sudoku-cell[interactable]: [1268, 1790, 1300, 1822]
sudoku-cell[interactable]: [1204, 1822, 1236, 1854]
solution-cell: 6: [1379, 2089, 1393, 2103]
sudoku-cell[interactable]: [1364, 1694, 1396, 1726]
solution-cell: 1: [1365, 2117, 1379, 2131]
solution-cell: 4: [1365, 2089, 1379, 2103]
tulasidas-col2: ଚାରିଧାମ ଯାତ୍ରା କରିଥିବା ସମୟରେ ସେ ପୁରୀ ଆସିଥିଲେ । ଜଗନ୍ନାଥଙ୍କ ଦର୍ଶନ କରି ସେ ରାମଙ୍କ ରୂପ ଦେଖିଥିଲେ ବୋଲି ଏକ କିମ୍ବଦନ୍ତୀ ରହିଛି । "ରାମ ଅବଧ ସୋଇ ପୁରୀ ସୁହାଇ, ଦିନ ଭଲ ଦେଖି ପ୍ରଭୁ ନୀଳାଚଳ ଅଲୋକା" ଭଳି ପଦରେ ଏହାର ଉଲ୍ଲେଖ ଅଛି । ଯାହାର ଭାବାର୍ଥରେ ରାମ ଓ ଜଗନ୍ନାଥ ଅଭିନ୍ନ ବୋଲି କୁହାଯାଇଛି । ପୁରୀ, ଗୋପ, ବାଲେଶ୍ୱର, ନରସିଂହପୁର ଇତ୍ୟାଦି ସ୍ଥାନରେ ତୁଳସୀଦାସଙ୍କ ପାଦଚିହ୍ନ ଥିବା କଥା କୁହାଯାଏ । ସେ ଓଡ଼ିଶାର ବିଭିନ୍ନ ସ୍ଥାନରେ କିଛି ସମୟ ରହିଥିଲେ ବୋଲି ଗବେଷକମାନେ ଦାବି କରନ୍ତି । ତାଙ୍କ ରଚନାରେ ଓଡ଼ିଶାର ଭୌଗୋଳିକ ବର୍ଣ୍ଣନା ମଧ୍ୟ ମିଳେ । ଓଡ଼ିଆ ଭାଷାରେ ଲେଖାଯାଇଥିବା ବିଭିନ୍ନ ପୋଥିରେ ତାଙ୍କ ନାମ ଉଲ୍ଲେଖ ଅଛି । ଏହି ସବୁ ତଥ୍ୟକୁ ଆଧାର କରି ଅନେକ ଓଡ଼ିଆ ଗବେଷକ ତାଙ୍କୁ ଓଡ଼ିଆ ବୋଲି ମତ ଦେଇଛନ୍ତି । ପ୍ରଫେସର ଜ୍ଞାନ ପ୍ରକାଶ ଏ ଦିଗରେ ବିସ୍ତୃତ ଗବେଷଣା କରିଛନ୍ତି । ସେ କହନ୍ତି ତୁଳସୀଦାସଙ୍କ ପ୍ରାରମ୍ଭିକ ଜୀବନ ଓଡ଼ିଶାରେ ବିତିଥିଲା । ମାତ୍ର ଏହି ମତକୁ ସମସ୍ତେ ଗ୍ରହଣ କରନ୍ତି ନାହିଁ । ହିନ୍ଦୀ ବିଦ୍ୱାନମାନେ ଏହି ଦାବିକୁ ଖଣ୍ଡନ କରିଛନ୍ତି । ସେମାନଙ୍କ ମତରେ ତୁଳସୀଦାସ ଉତ୍ତରପ୍ରଦେଶର ଥିଲେ । ୧୬୨୩ ଖ୍ରୀଷ୍ଟାବ୍ଦରେ କାଶୀରେ ତାଙ୍କର ଦେହାନ୍ତ ହୋଇଥିଲା । ତାଙ୍କ ମୁଖ୍ୟ ରଚନା ମଧ୍ୟରେ ରାମଚରିତ ମାନସ, ବିନୟ ପତ୍ରିକା, କବିତାବଳୀ, ଗୀତାବଳୀ, ଦୋହାବଳୀ, ହନୁମାନ ଚାଳିଶା ଆଦି ଉଲ୍ଲେଖଯୋଗ୍ୟ । ହନୁମାନ ଚାଳିଶା ଆଜି ମଧ୍ୟ ଘରେ ଘରେ ପାଠ କରାଯାଏ । ତାଙ୍କ ରଚନା ଜନସାଧାରଣଙ୍କ ମଧ୍ୟରେ ଅତି ଲୋକପ୍ରିୟ ।: [378, 1907, 743, 2227]
dala-gahala-author: ଜନାର୍ଦ୍ଦନ ବନ୍ଦ୍ୟୋପାଧ୍ୟାୟ: [630, 890, 845, 915]
sudoku-cell[interactable]: [1364, 1886, 1396, 1918]
sudoku-cell[interactable]: [1460, 1886, 1492, 1918]
solution-cell: 4: [1407, 2075, 1421, 2089]
sudoku-cell[interactable]: [1396, 1822, 1428, 1854]
sudoku-cell[interactable]: [1396, 1918, 1428, 1950]
editor-email-link[interactable]: E-mail:dharitripress@gmail.com: [1225, 1334, 1433, 1348]
sudoku-cell[interactable]: 2: [1236, 1886, 1268, 1918]
sudoku-cell[interactable]: 6: [1204, 1790, 1236, 1822]
poem-line: ଦିନ ଗଣିବା ଆଉ ରାତି କଟେଇବା: [16, 106, 155, 120]
chirantani-author: -କାଳିନ୍ଦୀ ଚରଣ ପାଣିଗ୍ରାହୀ: [99, 218, 251, 236]
poem-line: ଦିନେ ଫଳିବ ସେ ଆଶା: [16, 174, 112, 188]
advt-email-link[interactable]: E-mail:advt@dharitri.com: [1246, 1398, 1412, 1412]
solution-cell: 3: [1323, 2089, 1337, 2103]
sudoku-cell[interactable]: [1300, 1758, 1332, 1790]
solution-cell: 5: [1407, 2019, 1421, 2033]
solution-cell: 1: [1351, 2089, 1365, 2103]
sudoku-title: ସୁ-ଡୋ-କୁ: [1342, 1630, 1488, 1680]
solution-cell: 2: [1365, 2103, 1379, 2117]
list-item: • ରାଜ୍ୟରେ ପ୍ରବଳ ବର୍ଷା ପାଇଁ ନଦୀଗୁଡ଼ିକରେ ଜଳସ୍ତର ୧୨ ଇଞ୍ଚ ବୃଦ୍ଧି ।: [1172, 1575, 1473, 1588]
solution-cell: 1: [1407, 2033, 1421, 2047]
tulasidas-title: ତୁଳସୀଦାସ କ'ଣ ଓଡ଼ିଆ ଥିଲେ: [320, 1803, 1107, 1886]
solution-cell: 5: [1351, 2131, 1365, 2145]
ei-bharatare-title: ଏଇ ଭାରତରେ...: [17, 270, 204, 303]
sudoku-cell[interactable]: [1268, 1886, 1300, 1918]
reader-header: [1160, 5, 1490, 65]
sudoku-cell[interactable]: [1396, 1758, 1428, 1790]
years25-date2: ୧୯୮୮: [1420, 1488, 1451, 1506]
belahun-title: ବେଳହୁଁ ସାବଧାନ: [5, 1157, 269, 1208]
sudoku-cell[interactable]: [1204, 1950, 1236, 1982]
sudoku-cell[interactable]: 1: [1236, 1854, 1268, 1886]
solution-cell: 9: [1393, 2075, 1407, 2089]
mulyahina-col2: ଅନେକ ନୂଆ ମନ୍ତ୍ରୀଙ୍କୁ ସ୍ଥାନ ଦିଆଯାଇଛି । ପ୍ରଧାନମନ୍ତ୍ରୀ ରାଜ୍ୟଗୁଡ଼ିକ ମଧ୍ୟରୁ ଆନ୍ଧ୍ରପ୍ରଦେଶ, ମହାରାଷ୍ଟ୍ର, କର୍ଣ୍ଣାଟକ ଓ ରାଜସ୍ଥାନକୁ ଅଧିକ ଗୁରୁତ୍ୱ ଦେଇଛନ୍ତି । ଏହି ରାଜ୍ୟଗୁଡ଼ିକରେ ଆଗାମୀ ଦିନରେ ବିଧାନସଭା ନିର୍ବାଚନ ହେବାକୁ ଥିବାରୁ ଏଭଳି ପଦକ୍ଷେପ ନିଆଯାଇଛି । ନୂଆ ମନ୍ତ୍ରୀମାନଙ୍କ ପାଇଁ ହାତରେ ଥିବା ସମୟ ଅତି କମ୍ । ମାତ୍ର ଏକ ବର୍ଷ ଭିତରେ ସେମାନେ କେତେ କାମ କରିପାରିବେ ତାହା ନେଇ ପ୍ରଶ୍ନ ଉଠୁଛି । ଦେଶର ଅର୍ଥନୈତିକ ସ୍ଥିତି ଦୁର୍ବଳ ହୋଇପଡ଼ିଛି । ମୁଦ୍ରାସ୍ଫୀତି ନିୟନ୍ତ୍ରଣରେ ସରକାର ବିଫଳ । ଟଙ୍କାର ମୂଲ୍ୟ ଲଗାତାର ହ୍ରାସ ପାଉଛି । ଏହି ପରିସ୍ଥିତିରେ ମନ୍ତ୍ରିମଣ୍ଡଳ ସମ୍ପ୍ରସାରଣ ଅପେକ୍ଷା ଶାସନରେ ସ୍ୱଚ୍ଛତା ଆଣିବା ଅଧିକ ଜରୁରୀ ଥିଲା । ଦୁର୍ନୀତି ଅଭିଯୋଗରେ ଅନେକ ମନ୍ତ୍ରୀ ଇସ୍ତଫା ଦେଇଛନ୍ତି । କୋଇଲା ବ୍ଲକ ଆବଣ୍ଟନ, ଟୁଜି ସ୍ପେକ୍ଟ୍ରମ ଭଳି ମାମଲାରେ ସରକାରଙ୍କ ଭାବମୂର୍ତ୍ତି କ୍ଷୁଣ୍ଣ ହୋଇଛି । ଏଭଳି ସମୟରେ ନୂଆ ମୁହଁଙ୍କୁ ମନ୍ତ୍ରୀ କରି ସରକାର ନିଜର ଭାବମୂର୍ତ୍ତି ସୁଧାରିବାକୁ ଚେଷ୍ଟା କରୁଛନ୍ତି । କିନ୍ତୁ ଏହା କେତେ ଦୂର ସଫଳ ହେବ ତାହା ସମୟ କହିବ । ରାଜନୈତିକ ବିଶ୍ଳେଷକଙ୍କ ମତରେ ଏହି ସମ୍ପ୍ରସାରଣ ମୂଲ୍ୟହୀନ । କାରଣ ଏହା ଦ୍ୱାରା ଶାସନରେ କୌଣସି ଗୁଣାତ୍ମକ ପରିବର୍ତ୍ତନ ଆସିବ ନାହିଁ । ବରଂ ସରକାରଙ୍କ ଉପରେ ଆର୍ଥିକ ବୋଝ ବଢ଼ିବ । ପ୍ରତ୍ୟେକ ମନ୍ତ୍ରୀଙ୍କ ପାଇଁ ବାସଭବନ, ଗାଡ଼ି, କର୍ମଚାରୀ ଇତ୍ୟାଦି ବାବଦରେ ଲକ୍ଷ ଲକ୍ଷ ଟଙ୍କା ଖର୍ଚ୍ଚ ହେବ । ସାଧାରଣ ଲୋକ ଏହାକୁ ଭଲ ଦୃଷ୍ଟିରେ ଦେଖୁନାହାନ୍ତି । ଓଡ଼ିଶାକୁ ଉପେକ୍ଷା କରିବାର ଫଳ କଂଗ୍ରେସକୁ ଆଗାମୀ ନିର୍ବାଚନରେ ଭୋଗିବାକୁ ପଡ଼ିବ । ରାଜ୍ୟବାସୀ ଏହି ଅବହେଳାକୁ ମନେ ରଖିବେ ।: [746, 202, 1131, 522]
jilla-dairy-district: ଅନୁଗୋଳ: [35, 1092, 161, 1132]
letter3-body: ଧରିତ୍ରୀ(୧୦/୭)ର ଏହି ସ୍ତମ୍ଭରେ 'ପଞ୍ଜିକାରେ ଶାସ୍ତ୍ରମାନଙ୍କ ପରିବର୍ତ୍ତନ' ଶୀର୍ଷକ ଲେଖାଟି ପଢ଼ିଲି । ପଞ୍ଜିକା ଆମ ସମାଜର ଏକ ଗୁରୁତ୍ୱପୂର୍ଣ୍ଣ ଅଙ୍ଗ । କିନ୍ତୁ ବିଭିନ୍ନ ପଞ୍ଜିକାରେ ପର୍ବପର୍ବାଣୀର ତିଥି ଭିନ୍ନ ଭିନ୍ନ ହେଉଥିବାରୁ ସାଧାରଣ ଲୋକେ ଦ୍ୱନ୍ଦ୍ୱରେ ପଡ଼ୁଛନ୍ତି । ପଞ୍ଜିକାକାରମାନେ ଏକାଠି ବସି ଏକ ସର୍ବସମ୍ମତ ନିଷ୍ପତ୍ତି ନେବା ଦରକାର । ଏଥିପାଇଁ ସରକାର ମଧ୍ୟ ପଦକ୍ଷେପ ନେଇପାରନ୍ତି । "ଗୋଟାଏ ଚନ୍ଦ୍ରରେ ସୂର୍ଯ୍ୟଙ୍କ ନିର୍ଭରତେ, ଗୋଟାଏ ସୂର୍ଯ୍ୟରେ ଚନ୍ଦ୍ରଙ୍କ ଲୀଳା" ଏହି ଭଳି କଥାକୁ ଗୁରୁତ୍ୱ ଦେଇ ପଞ୍ଜିକାରେ ଥିବା ତ୍ରୁଟିଗୁଡ଼ିକ ସଂଶୋଧନ କରାଯିବା ଉଚିତ । ଏଣୁ ସମ୍ପୃକ୍ତ ବିଭାଗ ଏ ଦିଗରେ ଆବଶ୍ୟକ ଦୃଷ୍ଟି ଦିଅନ୍ତୁ ।: [1160, 964, 1490, 1122]
sudoku-cell[interactable]: 8: [1460, 1790, 1492, 1822]
address-title: ପାଠକ ଶ୍ରେଷ୍ଠ ବିଚାରକ ସ୍ତମ୍ଭ ପାଇଁ ଠିକଣା:: [1225, 1270, 1433, 1284]
sudoku-cell[interactable]: [1236, 1918, 1268, 1950]
jilla-dairy-box: [3, 1035, 323, 1145]
solution-cell: 6: [1407, 2131, 1421, 2145]
poem-line: ଏଇ ଆଶା ଓ ନିରାଶା ଭିତରେ: [16, 123, 139, 137]
years25-banner: [1170, 1460, 1490, 1515]
poem-line: ଜୀବନ ସାରା ଚାଲୁଥାଏ: [16, 140, 108, 154]
solution-cell: 2: [1323, 2131, 1337, 2145]
tulasidas-col1: ଓଡ଼ିଆମାନେ କ'ଣ ନିଜକୁ ଚିହ୍ନିବାକୁ, ନିଜକୁ ଉପଲବ୍ଧି କରିବାକୁ ଭୁଲି ଗଲେଣି କି ? ଆମର ଜାତୀୟ ଗୌରବ ଓ ଐତିହ୍ୟ ସମ୍ପର୍କରେ ଆମେ କେତେ ସଚେତନ ? ଏପରି ଅନେକ ପ୍ରଶ୍ନ ମନକୁ ଆସେ । ଗୋସ୍ୱାମୀ ତୁଳସୀଦାସ ରାମଚରିତ ମାନସର ରଚୟିତା ଭାବେ ସାରା ଦେଶରେ ପରିଚିତ । କିନ୍ତୁ ତାଙ୍କ ଜନ୍ମସ୍ଥାନ ନେଇ ବିଦ୍ୱାନମାନଙ୍କ ମଧ୍ୟରେ ମତଭେଦ ରହିଛି । ଉତ୍ତରପ୍ରଦେଶର ରାଜାପୁର, ସୋରୋ ଆଦି ସ୍ଥାନକୁ ତାଙ୍କ ଜନ୍ମସ୍ଥାନ ବୋଲି ଦାବି କରାଯାଏ । କିନ୍ତୁ କେତେକ ଗବେଷକ ତୁଳସୀଦାସଙ୍କୁ ଓଡ଼ିଆ ବୋଲି ଦାବି କରିଛନ୍ତି । ଏହି ଦାବି ପଛରେ କିଛି ଯୁକ୍ତି ରହିଛି । ତାଙ୍କ ରଚନାରେ ଅନେକ ଓଡ଼ିଆ ଶବ୍ଦର ବ୍ୟବହାର ଦେଖାଯାଏ । ଜଗନ୍ନାଥ ସଂସ୍କୃତିର ପ୍ରଭାବ ମଧ୍ୟ ତାଙ୍କ ରଚନାରେ ସ୍ପଷ୍ଟ । ପୁରୀ ଶ୍ରୀକ୍ଷେତ୍ର ସହ ତାଙ୍କର ଘନିଷ୍ଠ ସମ୍ପର୍କ ଥିବା କଥା ବିଭିନ୍ନ ସୂତ୍ରରୁ ଜଣାପଡ଼େ । ଭାରତବର୍ଷର ମହାନ ସନ୍ତ ତୁଳସୀଦାସଙ୍କ ଜୀବନୀ ସମ୍ପର୍କରେ ବହୁ କିମ୍ବଦନ୍ତୀ ପ୍ରଚଳିତ । ତାଙ୍କ ପିତାଙ୍କ ନାମ ଆତ୍ମାରାମ ଦୁବେ ଓ ମାତାଙ୍କ ନାମ ହୁଲସୀ ବୋଲି କୁହାଯାଏ । ଜନ୍ମ ସମୟରେ ସେ ଅମଙ୍ଗଳ ନକ୍ଷତ୍ରରେ ଜନ୍ମ ହୋଇଥିବାରୁ ପିତାମାତା ତାଙ୍କୁ ପରିତ୍ୟାଗ କରିଥିଲେ । ପରେ ଜଣେ ଦାସୀ ତାଙ୍କୁ ପାଳନ କରିଥିଲେ । ଗୁରୁ ନରହରିଦାସଙ୍କ ଆଶ୍ରମରେ ସେ ଶିକ୍ଷା ଲାଭ କରିଥିଲେ । ତୁଳସୀଦାସଙ୍କ ପତ୍ନୀ ରତ୍ନାବଳୀଙ୍କ କଟୁକଥା ଶୁଣି ସେ ସଂସାର ତ୍ୟାଗ କରି ରାମଭକ୍ତିରେ ଲୀନ ହୋଇଥିଲେ ବୋଲି ଜଣାଯାଏ । ଏହି ଘଟଣା ତାଙ୍କ ଜୀବନର ଏକ ମୋଡ଼ ଥିଲା । ପରେ ସେ ବିଭିନ୍ନ ତୀର୍ଥସ୍ଥାନ ଭ୍ରମଣ କରି ଶେଷରେ କାଶୀରେ ରହି ରାମଚରିତ ମାନସ ରଚନା କରିଥିଲେ ।: [8, 1907, 363, 2245]
sudoku-header: [1170, 1630, 1490, 1685]
solution-cell: 4: [1379, 2103, 1393, 2117]
sudoku-cell[interactable]: [1236, 1950, 1268, 1982]
address-line: କେବଳ ସମ୍ପାଦକଙ୍କ ପତ୍ର, ଖବର ପାଇଁ ବ୍ୟବହାର ହେବ ।: [1198, 1318, 1460, 1332]
tulasidas-col3: ତେବେ ବି ଏ ତୁଳସୀଦାସ ମଧ୍ୟ ତାଙ୍କର ବିଭିନ୍ନ ରଚନାରେ ଓଡ଼ିଶାର ଉଲ୍ଲେଖ କରିଛନ୍ତି । ପ୍ରାଚୀନ କାଳରୁ ଓଡ଼ିଶା ଭକ୍ତି ଆନ୍ଦୋଳନର ଏକ ମୁଖ୍ୟ କେନ୍ଦ୍ର ଥିଲା । ଶ୍ରୀଚୈତନ୍ୟ, ରାମାନନ୍ଦ, ନାନକ, କବୀର ପ୍ରମୁଖ ସନ୍ତମାନେ ପୁରୀ ଆସିଥିଲେ । ତୁଳସୀଦାସ ମଧ୍ୟ ସେହି ପରମ୍ପରାରେ ପୁରୀ ଆସିଥିବା ସ୍ୱାଭାବିକ । ତୁଳସୀଦାସଙ୍କ ରଚନାରେ ଜଗନ୍ନାଥଙ୍କୁ ରାମଙ୍କ ସହ ସମାନ ଭାବେ ବର୍ଣ୍ଣନା କରାଯାଇଛି । ଯାହା ଭାରତୀୟ ଭକ୍ତି ସାହିତ୍ୟର ଏକ ବିଶେଷ ଦିଗ । "ଜଗନ୍ନାଥ ପୁରୀ ଧାମ ଶ୍ରୀରାମ ଦରଶନ ପାଇ" ଏହିଭଳି ଅନେକ ପଦ ରହିଛି । ଜଣେ କବି ଭାବେ ତୁଳସୀଦାସ ସର୍ବଜନ ଗ୍ରାହ୍ୟ । ଭାଷା ଓ ଭୌଗୋଳିକ ସୀମା ଡେଇଁ ସେ ସମସ୍ତଙ୍କର । ତେଣୁ ତାଙ୍କୁ କୌଣସି ଗୋଟିଏ ଅଞ୍ଚଳର ବୋଲି କହିବା ଅପେକ୍ଷା ସାରା ଭାରତର ବୋଲି କହିବା ଅଧିକ ଯୁକ୍ତିଯୁକ୍ତ । କିନ୍ତୁ ଐତିହାସିକ ସତ୍ୟକୁ ଖୋଜି ବାହାର କରିବା ଗବେଷକଙ୍କ ଦାୟିତ୍ୱ । ଓଡ଼ିଶା ବିଶ୍ୱବିଦ୍ୟାଳୟଗୁଡ଼ିକ ଏ ଦିଗରେ ଗବେଷଣା କରିବା ଦରକାର । ପୁରୀ ଓ ଅନ୍ୟାନ୍ୟ ମଠରେ ଥିବା ପୁରୁଣା ପୋଥି ଓ ଅଭିଲେଖ ଅଧ୍ୟୟନ କଲେ ଅନେକ ନୂଆ ତଥ୍ୟ ଜଣାପଡ଼ିପାରେ । ଓଡ଼ିଶା ସରକାର ମଧ୍ୟ ଏ ଦିଗରେ ପଦକ୍ଷେପ ନେବା ଉଚିତ । ଆମ ଜାତୀୟ ଗୌରବ ପୁନରୁଦ୍ଧାର ପାଇଁ ଏପରି ଗବେଷଣା ଜରୁରୀ । ଓଡ଼ିଆ ଜାତି ନିଜର ଐତିହ୍ୟ ପ୍ରତି ସଚେତନ ହେଲେ ହିଁ ଆଗକୁ ବଢ଼ିପାରିବ । ତୁଳସୀଦାସ କ'ଣ ଓଡ଼ିଆ ଥିଲେ ? ଏହି ପ୍ରଶ୍ନର ଉତ୍ତର ଖୋଜିବା ଆମ ସମସ୍ତଙ୍କ ଦାୟିତ୍ୱ ।: [758, 1907, 1138, 2191]
solution-cell: 2: [1393, 2061, 1407, 2075]
quote-attribution: -ଶ୍ରୀମା: [896, 59, 934, 73]
solution-cell: 4: [1351, 2047, 1365, 2061]
solution-cell: 7: [1365, 2019, 1379, 2033]
sudoku-cell[interactable]: [1204, 1918, 1236, 1950]
solution-cell: 3: [1393, 2131, 1407, 2145]
solution-cell: 9: [1323, 2061, 1337, 2075]
years25-list: [1172, 1520, 1490, 1590]
sudoku-cell[interactable]: 3: [1332, 1694, 1364, 1726]
sudoku-cell[interactable]: [1332, 1886, 1364, 1918]
solution-cell: 7: [1379, 2075, 1393, 2089]
solution-cell: 1: [1323, 2047, 1337, 2061]
mulyahina-title: ମୂଲ୍ୟହୀନ ସମ୍ପ୍ରସାରଣ: [395, 99, 1085, 190]
letter3-sign: ଶରତ ମହାପାତ୍ର, ଓଡ଼ିଶା ବ୍ରାହ୍ମଣ ମହାସଭା, ଚାଉଳିଆ, କଟକ: [1160, 1233, 1438, 1247]
solution-cell: 6: [1351, 2061, 1365, 2075]
sudoku-cell[interactable]: 4: [1300, 1694, 1332, 1726]
solution-cell: 5: [1379, 2117, 1393, 2131]
solution-cell: 6: [1365, 2033, 1379, 2047]
sudoku-cell[interactable]: [1268, 1822, 1300, 1854]
solution-cell: 8: [1351, 2019, 1365, 2033]
solution-cell: 9: [1379, 2019, 1393, 2033]
solution-cell: 9: [1365, 2131, 1379, 2145]
divider: [738, 935, 739, 1775]
solution-cell: 3: [1435, 2061, 1449, 2075]
solution-cell: 1: [1323, 2103, 1337, 2117]
sudoku-cell[interactable]: [1364, 1758, 1396, 1790]
sudoku-cell[interactable]: [1332, 1822, 1364, 1854]
